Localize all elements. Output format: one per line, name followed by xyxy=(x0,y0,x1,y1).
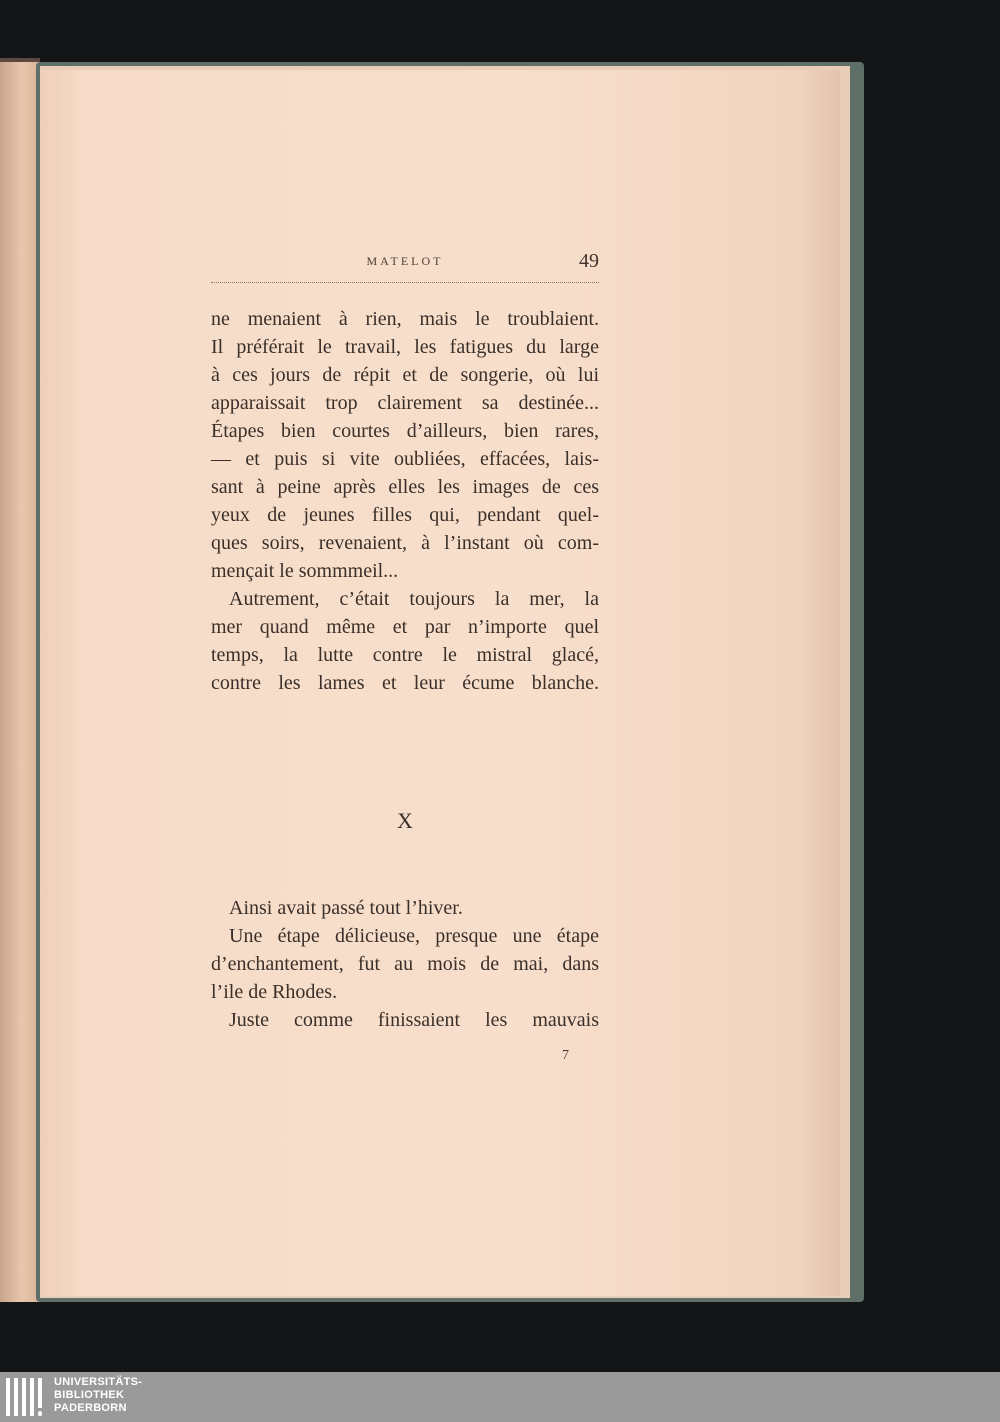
library-logo-icon xyxy=(6,1378,46,1416)
text-line: Étapes bien courtes d’ailleurs, bien rares, xyxy=(211,420,599,442)
text-line: sant à peine après elles les images de ces xyxy=(211,476,599,498)
running-head-title: MATELOT xyxy=(366,254,444,268)
paragraph xyxy=(211,585,599,697)
paragraph xyxy=(211,1006,599,1034)
text-line: Juste comme finissaient les mauvais xyxy=(229,1009,599,1031)
text-line: mençait le sommmeil... xyxy=(211,560,399,582)
text-line: Une étape délicieuse, presque une étape xyxy=(229,925,599,947)
text-line: apparaissait trop clairement sa destinée... xyxy=(211,392,599,414)
text-line: d’enchantement, fut au mois de mai, dans xyxy=(211,953,599,975)
text-line: à ces jours de répit et de songerie, où lui xyxy=(211,364,599,386)
text-line: Autrement, c’était toujours la mer, la xyxy=(229,588,599,610)
text-line: Ainsi avait passé tout l’hiver. xyxy=(229,897,463,919)
text-line: ne menaient à rien, mais le troublaient. xyxy=(211,308,599,330)
text-block-upper xyxy=(211,305,599,697)
text-line: — et puis si vite oubliées, effacées, lais- xyxy=(211,448,599,470)
text-line: mer quand même et par n’importe quel xyxy=(211,616,599,638)
text-block-lower xyxy=(211,894,599,1034)
text-line: Il préférait le travail, les fatigues du large xyxy=(211,336,599,358)
chapter-heading: X xyxy=(397,808,413,833)
logo-line: BIBLIOTHEK xyxy=(54,1389,125,1401)
text-line: l’ile de Rhodes. xyxy=(211,981,338,1003)
text-line: contre les lames et leur écume blanche. xyxy=(211,672,599,694)
logo-line: PADERBORN xyxy=(54,1402,127,1414)
logo-line: UNIVERSITÄTS- xyxy=(54,1376,143,1388)
paragraph xyxy=(211,305,599,585)
library-footer xyxy=(0,1372,1000,1422)
page-number: 49 xyxy=(579,250,599,272)
paragraph xyxy=(211,894,599,922)
text-line: ques soirs, revenaient, à l’instant où com- xyxy=(211,532,599,554)
library-logo-text xyxy=(54,1376,142,1415)
text-line: temps, la lutte contre le mistral glacé, xyxy=(211,644,599,666)
paragraph xyxy=(211,922,599,1006)
signature-mark: 7 xyxy=(562,1048,569,1063)
running-head xyxy=(211,250,599,283)
text-line: yeux de jeunes filles qui, pendant quel- xyxy=(211,504,599,526)
